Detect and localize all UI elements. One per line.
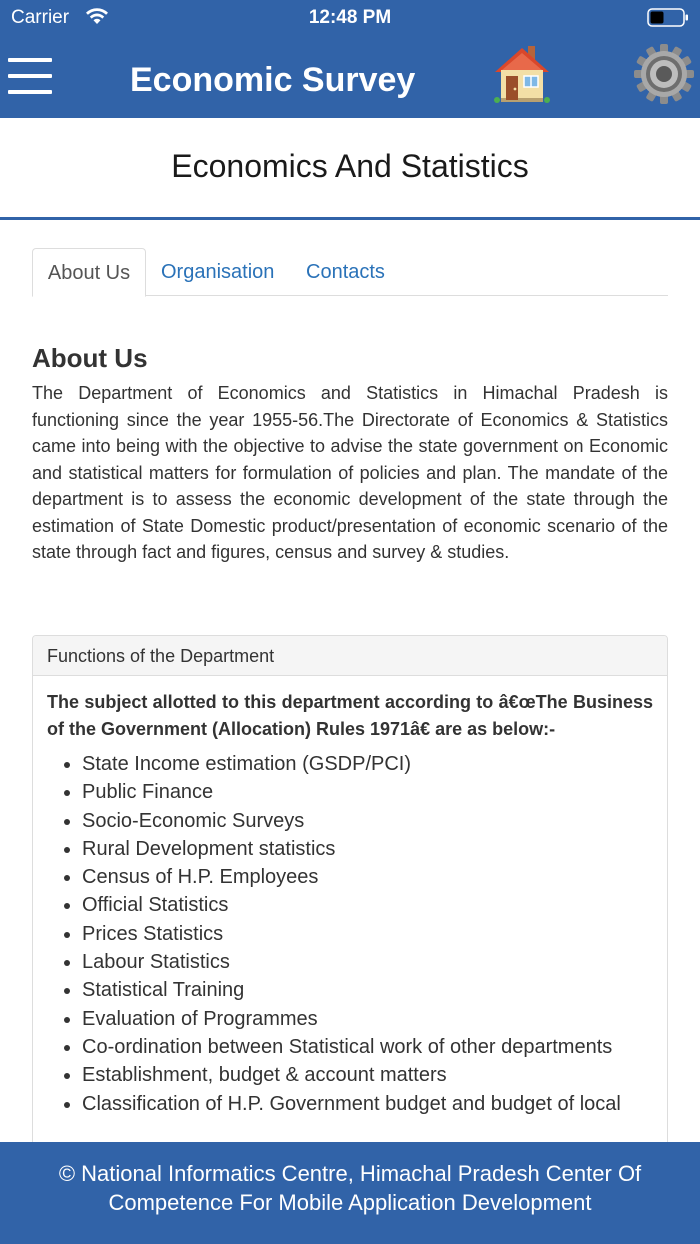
list-item: • Official Statistics [82,891,667,919]
footer [0,1142,700,1244]
tab-about-us[interactable]: About Us [32,248,146,297]
functions-panel [32,635,668,1142]
functions-list [82,750,667,1118]
list-item: • Prices Statistics [82,920,667,948]
functions-panel-heading: Functions of the Department [33,636,667,676]
about-heading: About Us [32,343,148,373]
hamburger-menu-icon [8,58,52,62]
list-item: • Classification of H.P. Government budget and budget of local [82,1090,667,1118]
page-title: Economics And Statistics [171,148,529,184]
hamburger-menu-icon [8,90,52,94]
functions-intro: The subject allotted to this department according to â€œThe Business of the Government (Allocation) Rules 1971â€ are as below:- [47,692,653,739]
carrier-label: Carrier [11,7,70,28]
home-icon[interactable] [492,42,552,104]
list-item: • Statistical Training [82,976,667,1004]
tab-bar [32,248,668,296]
top-bar [0,0,700,118]
list-item: • Evaluation of Programmes [82,1005,667,1033]
tab-contacts[interactable]: Contacts [306,261,385,283]
hamburger-menu-icon [8,74,52,78]
footer-text: © National Informatics Centre, Himachal Pradesh Center Of Competence For Mobile Application Development [58,1161,642,1215]
app-title: Economic Survey [130,61,416,99]
list-item: • Establishment, budget & account matters [82,1061,667,1089]
status-bar [0,0,700,36]
list-item: • Co-ordination between Statistical work of other departments [82,1033,667,1061]
gear-icon[interactable] [632,42,696,106]
list-item: • Public Finance [82,778,667,806]
nav-bar [0,40,700,118]
list-item: • Socio-Economic Surveys [82,807,667,835]
tab-organisation[interactable]: Organisation [161,261,275,283]
battery-icon [647,8,689,27]
about-text: The Department of Economics and Statistics in Himachal Pradesh is functioning since the year 1955-56.The Directorate of Economics & Statistics came into being with the objective to advise the state government on Economic and statistical matters for formulation of policies and plan. The mandate of the department is to assess the economic development of the state through the estimation of State Domestic product/presentation of economic scenario of the state through fact and figures, census and survey & studies. [32,383,668,562]
list-item: • Census of H.P. Employees [82,863,667,891]
page-header [0,118,700,220]
list-item: • Labour Statistics [82,948,667,976]
menu-button[interactable] [8,55,52,97]
status-time: 12:48 PM [308,7,392,28]
list-item: • State Income estimation (GSDP/PCI) [82,750,667,778]
content-area [0,221,700,1142]
list-item: • Rural Development statistics [82,835,667,863]
